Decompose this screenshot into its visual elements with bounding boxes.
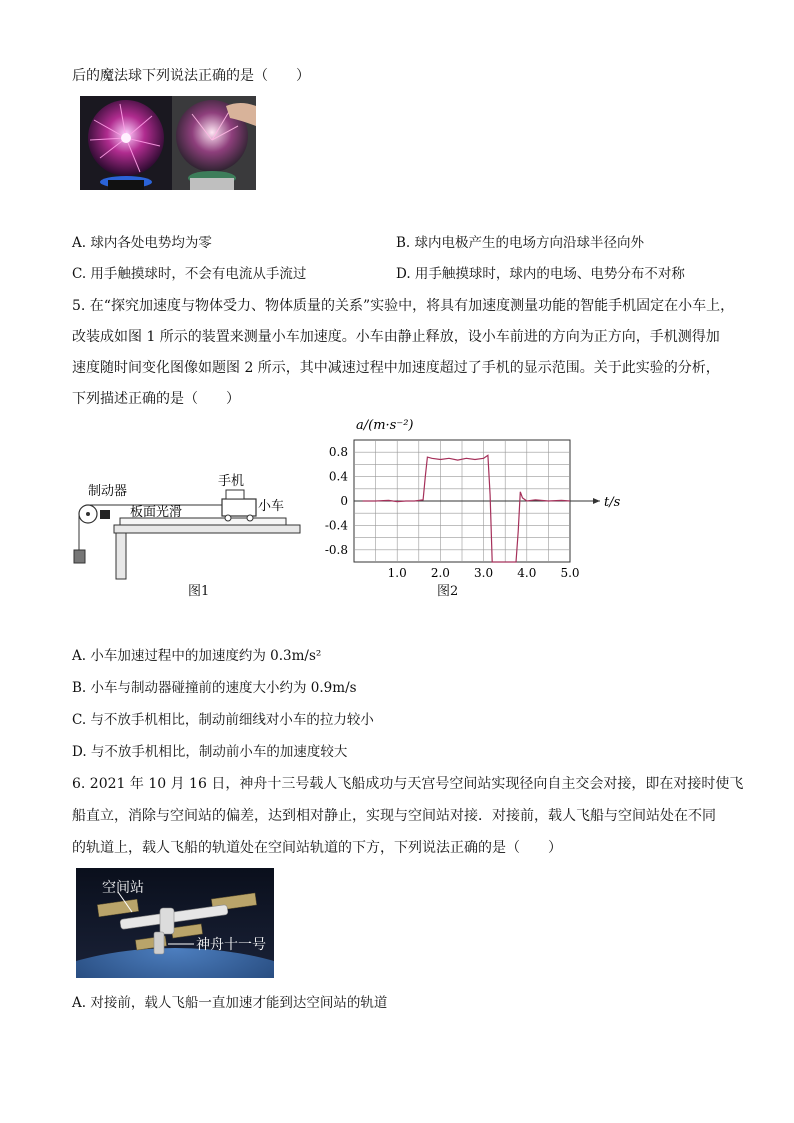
brake-label: 制动器 <box>88 484 128 499</box>
y-tick-label: -0.4 <box>324 518 348 533</box>
x-tick-label: 2.0 <box>430 566 450 580</box>
q5-option-c: C. 与不放手机相比，制动前细线对小车的拉力较小 <box>72 712 374 728</box>
q5-option-d: D. 与不放手机相比，制动前小车的加速度较大 <box>72 744 348 760</box>
board-label: 板面光滑 <box>130 505 183 520</box>
question-6-line-3: 的轨道上，载人飞船的轨道处在空间站轨道的下方，下列说法正确的是（ ） <box>72 840 562 856</box>
question-5-line-4: 下列描述正确的是（ ） <box>72 391 240 407</box>
plasma-ball-photo <box>80 96 256 190</box>
plasma-ball-image <box>80 96 256 190</box>
x-tick-label: 1.0 <box>387 566 407 580</box>
station-label: 空间站 <box>102 880 144 896</box>
x-axis-arrow-icon <box>593 498 600 504</box>
q4-option-d: D. 用手触摸球时，球内的电场、电势分布不对称 <box>396 266 685 282</box>
space-station-photo <box>76 868 274 978</box>
phone <box>226 490 244 499</box>
track-board <box>114 525 300 533</box>
y-tick-label: 0 <box>340 494 348 508</box>
x-tick-label: 3.0 <box>474 566 494 580</box>
phone-label: 手机 <box>218 474 245 489</box>
cart-label: 小车 <box>258 499 285 514</box>
q6-option-a: A. 对接前，载人飞船一直加速才能到达空间站的轨道 <box>72 995 388 1011</box>
q4-option-c: C. 用手触摸球时，不会有电流从手流过 <box>72 266 307 282</box>
y-tick-label: 0.8 <box>328 445 348 460</box>
chart-y-ticks <box>325 445 349 557</box>
q5-option-b: B. 小车与制动器碰撞前的速度大小约为 0.9m/s <box>72 680 357 696</box>
question-4-tail: 后的魔法球下列说法正确的是（ ） <box>72 68 310 84</box>
q4-option-b: B. 球内电极产生的电场方向沿球半径向外 <box>396 235 645 251</box>
question-5-line-2: 改装成如图 1 所示的装置来测量小车加速度。小车由静止释放，设小车前进的方向为正方向，手机测得加 <box>72 329 720 345</box>
figure-1-caption: 图1 <box>188 584 210 599</box>
question-6-line-2: 船直立，消除与空间站的偏差，达到相对静止，实现与空间站对接．对接前，载人飞船与空间站处在不同 <box>72 808 716 824</box>
table-leg <box>116 533 126 579</box>
q4-option-a: A. 球内各处电势均为零 <box>72 235 212 251</box>
question-5-line-3: 速度随时间变化图像如题图 2 所示，其中减速过程中加速度超过了手机的显示范围。关于此实验的分析， <box>72 360 720 376</box>
y-tick-label: 0.4 <box>328 469 348 484</box>
figure-2-caption: 图2 <box>437 584 459 599</box>
chart-ylabel: a/(m·s⁻²) <box>356 418 414 433</box>
y-tick-label: -0.8 <box>324 542 348 557</box>
x-tick-label: 4.0 <box>517 566 537 580</box>
ship-label: 神舟十一号 <box>196 937 266 953</box>
chart-x-ticks <box>388 566 580 580</box>
acceleration-chart <box>318 410 628 582</box>
chart-xlabel: t/s <box>604 495 621 510</box>
q5-option-a: A. 小车加速过程中的加速度约为 0.3m/s² <box>72 648 322 664</box>
question-6-line-1: 6. 2021 年 10 月 16 日，神舟十三号载人飞船成功与天宫号空间站实现径向自主交会对接，即在对接时使飞 <box>72 776 744 792</box>
space-station-image <box>76 868 274 978</box>
acceleration-series-line <box>363 455 570 562</box>
x-tick-label: 5.0 <box>560 566 580 580</box>
brake-block <box>100 510 110 519</box>
question-5-line-1: 5. 在“探究加速度与物体受力、物体质量的关系”实验中，将具有加速度测量功能的智能手机固定在小车上， <box>72 298 735 314</box>
cart <box>222 499 256 516</box>
hanging-weight <box>74 550 85 563</box>
figure-1-apparatus <box>66 468 316 588</box>
